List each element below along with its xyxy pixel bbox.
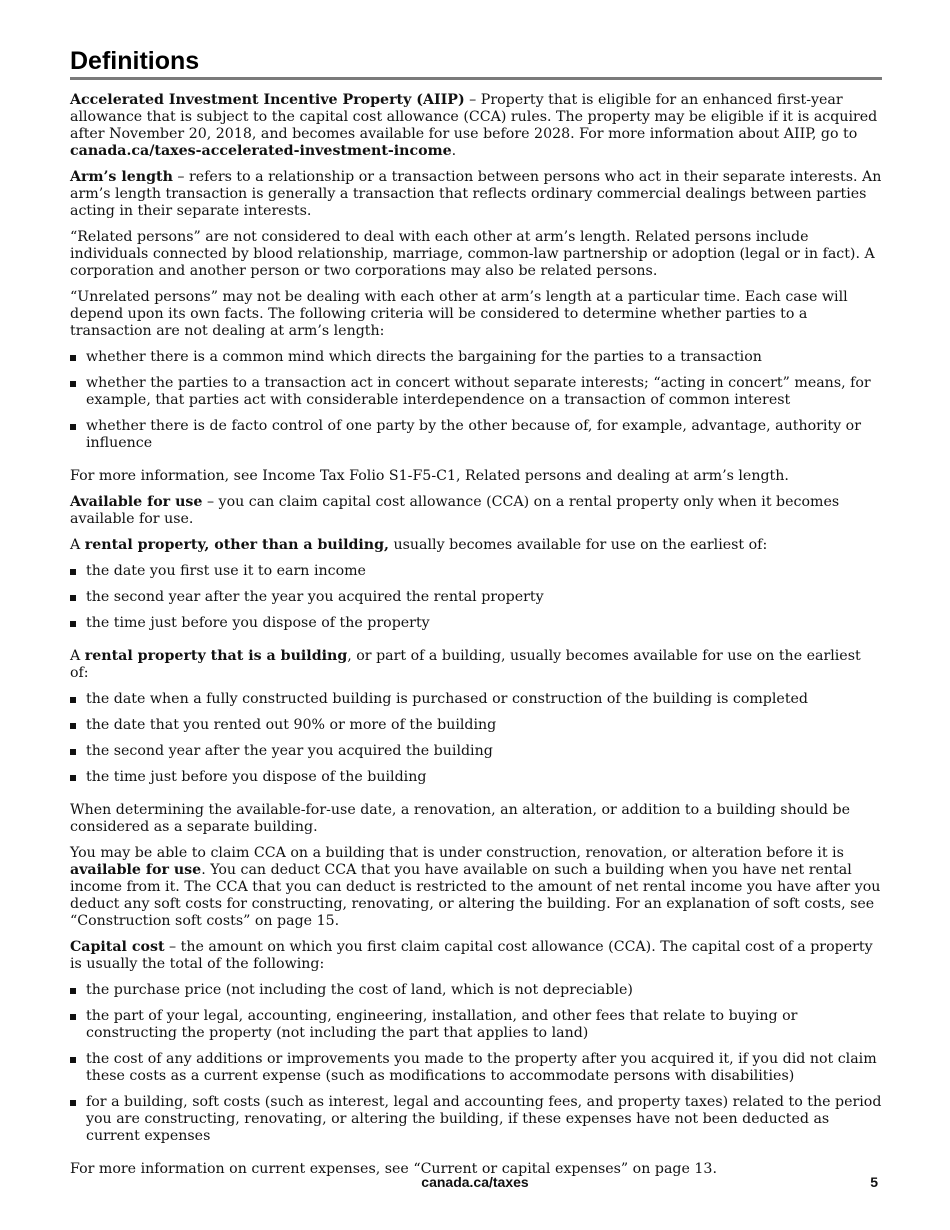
capital-cost-term: Capital cost [70, 939, 165, 955]
arms-length-definition [70, 169, 882, 220]
aiip-definition [70, 92, 882, 160]
bullet-icon [70, 1014, 76, 1020]
aiip-text: – Property that is eligible for an enhanced first-year allowance that is subject to the capital cost allowance (CCA) rules. The property may be eligible if it is acquired after November 20, 2018, and becomes available for use before 2028. For more information about AIIP, go to [70, 92, 878, 142]
bullet-icon [70, 988, 76, 994]
capital-cost-definition [70, 939, 882, 973]
bullet-icon [70, 595, 76, 601]
arms-length-more-info: For more information, see Income Tax Folio S1-F5-C1, Related persons and dealing at arm’s length. [70, 468, 789, 484]
list-item: whether the parties to a transaction act in concert without separate interests; “acting in concert” means, for example, that parties act with considerable interdependence on a transaction of common interest [70, 375, 882, 409]
list-item: the second year after the year you acquired the building [70, 743, 882, 760]
building-list [70, 691, 882, 786]
list-item: the part of your legal, accounting, engineering, installation, and other fees that relate to buying or constructing the property (not including the part that applies to land) [70, 1008, 882, 1042]
bullet-icon [70, 775, 76, 781]
list-item: the second year after the year you acquired the rental property [70, 589, 882, 606]
arms-length-term: Arm’s length [70, 169, 173, 185]
renovation-paragraph: When determining the available-for-use date, a renovation, an alteration, or addition to a building should be considered as a separate building. [70, 802, 850, 835]
arms-length-criteria-list [70, 349, 882, 452]
list-item: whether there is de facto control of one party by the other because of, for example, advantage, authority or influence [70, 418, 882, 452]
bullet-icon [70, 355, 76, 361]
list-item: whether there is a common mind which directs the bargaining for the parties to a transaction [70, 349, 882, 366]
page-title: Definitions [70, 47, 200, 75]
available-for-use-term: Available for use [70, 494, 203, 510]
list-item: the date that you rented out 90% or more of the building [70, 717, 882, 734]
bullet-icon [70, 569, 76, 575]
available-for-use-text: – you can claim capital cost allowance (CCA) on a rental property only when it becomes available for use. [70, 494, 840, 527]
building-intro: A rental property that is a building, or part of a building, usually becomes available for use on the earliest of: [70, 648, 861, 681]
capital-cost-text: – the amount on which you first claim capital cost allowance (CCA). The capital cost of a property is usually the total of the following: [70, 939, 873, 972]
bullet-icon [70, 381, 76, 387]
bullet-icon [70, 723, 76, 729]
list-item: the purchase price (not including the cost of land, which is not depreciable) [70, 982, 882, 999]
aiip-end: . [451, 143, 457, 159]
footer-site-link[interactable]: canada.ca/taxes [421, 1174, 529, 1190]
construction-paragraph: You may be able to claim CCA on a building that is under construction, renovation, or alteration before it is available for use. You can deduct CCA that you have available on such a building when you have net rental income from it. The CCA that you can deduct is restricted to the amount of net rental income you have after you deduct any soft costs for constructing, renovating, or altering the building. For an explanation of soft costs, see “Construction soft costs” on page 15. [70, 845, 881, 929]
non-building-intro: A rental property, other than a building, usually becomes available for use on the earliest of: [70, 537, 768, 553]
list-item: for a building, soft costs (such as interest, legal and accounting fees, and property taxes) related to the period you are constructing, renovating, or altering the building, if these expenses have not been deducted as current expenses [70, 1094, 882, 1145]
non-building-list [70, 563, 882, 632]
unrelated-persons-paragraph: “Unrelated persons” may not be dealing with each other at arm’s length at a particular time. Each case will depend upon its own facts. The following criteria will be considered to determine whether parties to a transaction are not dealing at arm’s length: [70, 289, 848, 339]
bullet-icon [70, 1057, 76, 1063]
title-rule [70, 77, 882, 80]
aiip-link[interactable]: canada.ca/taxes-accelerated-investment-income [70, 143, 452, 159]
bullet-icon [70, 424, 76, 430]
list-item: the date when a fully constructed building is purchased or construction of the building is completed [70, 691, 882, 708]
page-number: 5 [870, 1174, 878, 1190]
capital-cost-list [70, 982, 882, 1145]
aiip-term: Accelerated Investment Incentive Property (AIIP) [70, 92, 465, 108]
list-item: the date you first use it to earn income [70, 563, 882, 580]
list-item: the time just before you dispose of the building [70, 769, 882, 786]
arms-length-text: – refers to a relationship or a transaction between persons who act in their separate interests. An arm’s length transaction is generally a transaction that reflects ordinary commercial dealings between parties acting in their separate interests. [70, 169, 882, 219]
available-for-use-definition [70, 494, 882, 528]
definitions-content [70, 92, 882, 1187]
bullet-icon [70, 621, 76, 627]
list-item: the cost of any additions or improvements you made to the property after you acquired it, if you did not claim these costs as a current expense (such as modifications to accommodate persons with disabilities) [70, 1051, 882, 1085]
capital-cost-more-info: For more information on current expenses, see “Current or capital expenses” on page 13. [70, 1161, 717, 1177]
bullet-icon [70, 697, 76, 703]
bullet-icon [70, 749, 76, 755]
list-item: the time just before you dispose of the property [70, 615, 882, 632]
bullet-icon [70, 1100, 76, 1106]
related-persons-paragraph: “Related persons” are not considered to deal with each other at arm’s length. Related persons include individuals connected by blood relationship, marriage, common-law partnership or adoption (legal or in fact). A corporation and another person or two corporations may also be related persons. [70, 229, 875, 279]
